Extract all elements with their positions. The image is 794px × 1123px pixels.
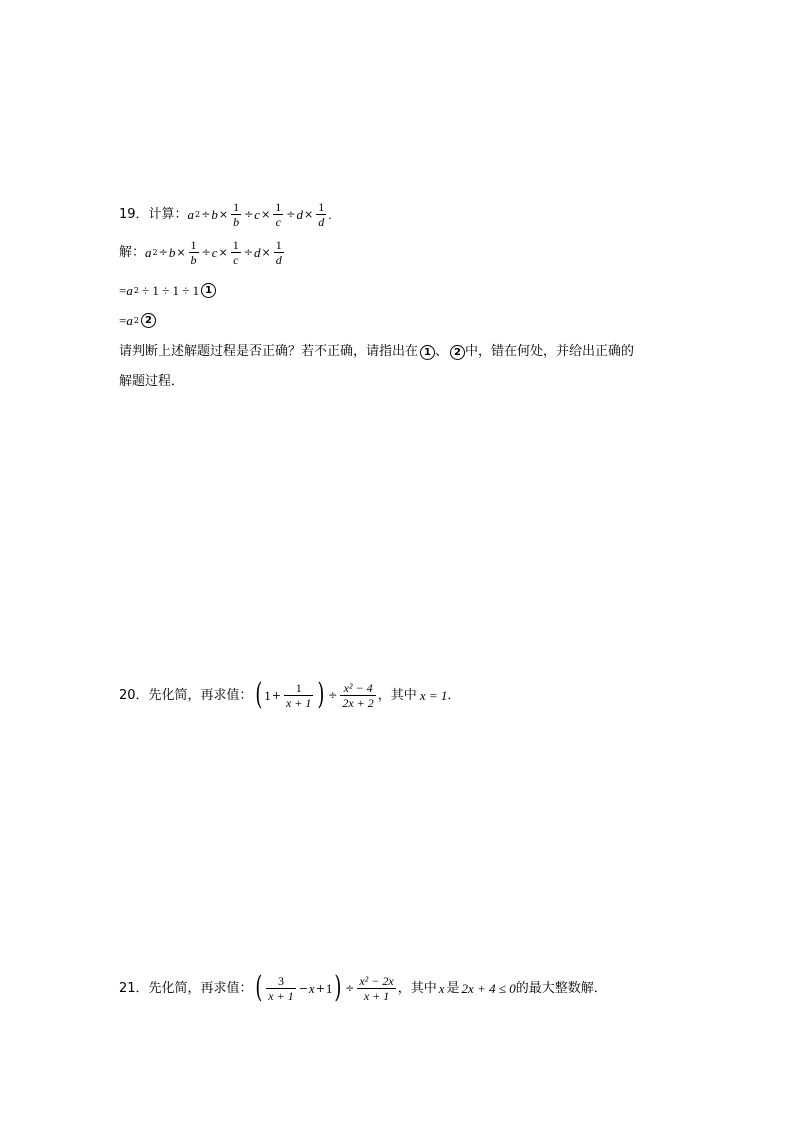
question-line-1 <box>119 337 634 367</box>
q21-line <box>119 970 607 1005</box>
q21-suffix-a: ，其中 <box>397 980 437 996</box>
fraction-1-over-b: $\frac{1}{b}$ <box>190 238 197 267</box>
step1-prefix: = <box>119 283 127 298</box>
minus-sign: − <box>298 981 308 995</box>
step2-prefix: = <box>119 313 127 328</box>
fraction-x2-4-over-2x-2: $\frac{\text{x² − 4}}{2x + 2}$ <box>342 680 374 710</box>
div-sign: ÷ <box>201 246 211 259</box>
fraction-1-over-c: $\frac{1}{c}$ <box>275 200 282 229</box>
div-sign: ÷ <box>158 246 168 259</box>
fraction-3-over-x-plus-1: $\frac{3}{x + 1}$ <box>268 973 294 1003</box>
times-sign: × <box>218 246 228 259</box>
var-b: b <box>211 207 218 222</box>
q19-title-line <box>119 200 331 229</box>
times-sign: × <box>218 208 229 221</box>
var-a: a <box>187 207 195 222</box>
right-paren: ) <box>317 677 325 712</box>
q19-solution-line <box>119 238 286 267</box>
question-line-2: 解题过程． <box>119 374 185 389</box>
var-d: d <box>296 207 304 222</box>
var-c: c <box>254 207 261 222</box>
q20-suffix: ，其中 <box>377 687 417 703</box>
circled-1-ref: 1 <box>420 345 435 360</box>
circled-2-ref: 2 <box>450 345 465 360</box>
plus-sign: + <box>315 981 325 995</box>
div-sign: ÷ <box>201 208 211 221</box>
var-a: a <box>126 313 133 328</box>
var-a: a <box>126 283 133 298</box>
q21-suffix-b: 是 <box>446 980 460 996</box>
q19-step1-line <box>119 283 216 298</box>
left-paren: ( <box>254 677 262 712</box>
question-text-b: 中，错在何处，并给出正确的 <box>465 344 635 359</box>
q19-step2-line <box>119 313 156 328</box>
fraction-1-over-b: $\frac{1}{b}$ <box>233 200 240 229</box>
fraction-1-over-d: $\frac{1}{d}$ <box>318 200 325 229</box>
circled-2-marker: 2 <box>141 313 156 328</box>
solution-label: 解： <box>119 245 146 260</box>
one: 1 <box>325 980 333 996</box>
exponent: 2 <box>133 285 139 295</box>
circled-1-marker: 1 <box>201 283 216 298</box>
exponent: 2 <box>195 209 201 219</box>
div-sign: ÷ <box>243 246 253 259</box>
var-a: a <box>145 245 152 260</box>
var-x: x <box>438 980 445 996</box>
q21-label: 21．先化简，再求值： <box>119 980 253 996</box>
div-sign: ÷ <box>286 208 296 221</box>
times-sign: × <box>261 208 271 221</box>
var-x: x <box>308 980 315 996</box>
right-paren: ) <box>334 970 342 1005</box>
times-sign: × <box>304 208 314 221</box>
fraction-x2-2x-over-x-1: $\frac{\text{x² − 2x}}{x + 1}$ <box>359 973 394 1003</box>
var-c: c <box>211 245 218 260</box>
fraction-1-over-c: $\frac{1}{c}$ <box>232 238 239 267</box>
exponent: 2 <box>133 315 139 325</box>
question-text-a: 请判断上述解题过程是否正确？若不正确，请指出在 <box>119 344 419 359</box>
plus-sign: + <box>271 688 281 702</box>
div-sign: ÷ <box>328 688 338 702</box>
question-sep: 、 <box>435 344 449 359</box>
step1-tail: ÷ 1 ÷ 1 ÷ 1 <box>141 283 200 298</box>
div-sign: ÷ <box>345 981 355 995</box>
div-sign: ÷ <box>244 208 254 221</box>
fraction-1-over-x-plus-1: $\frac{1}{x + 1}$ <box>285 680 312 710</box>
fraction-1-over-d: $\frac{1}{d}$ <box>275 238 282 267</box>
q19-label: 19．计算： <box>119 207 188 222</box>
period: . <box>328 207 332 222</box>
q20-end: ． <box>447 687 461 703</box>
left-paren: ( <box>254 970 262 1005</box>
exponent: 2 <box>152 247 158 257</box>
var-b: b <box>168 245 176 260</box>
var-d: d <box>253 245 261 260</box>
q21-inequality: 2x + 4 ≤ 0 <box>461 980 516 996</box>
q19-question-paragraph <box>119 337 689 397</box>
times-sign: × <box>261 246 271 259</box>
times-sign: × <box>176 246 186 259</box>
q20-line <box>119 677 461 712</box>
q20-label: 20．先化简，再求值： <box>119 687 253 703</box>
q21-suffix-c: 的最大整数解． <box>515 980 607 996</box>
q20-condition: x = 1 <box>419 687 448 703</box>
one: 1 <box>264 687 271 703</box>
